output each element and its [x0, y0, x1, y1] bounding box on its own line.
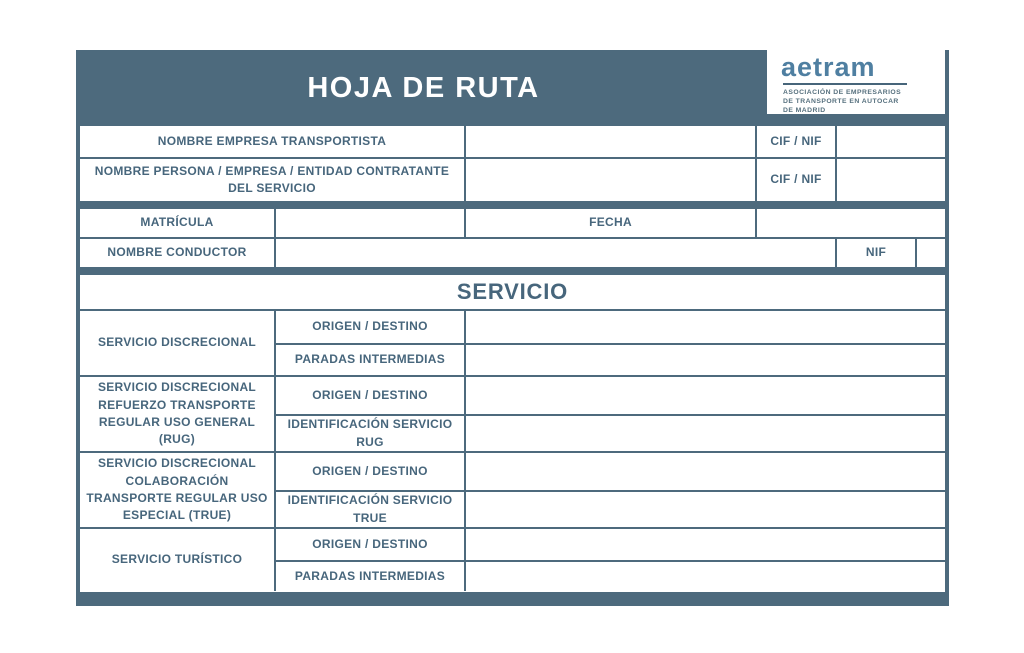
servicio-turistico-label: SERVICIO TURÍSTICO: [80, 529, 274, 591]
row-nombre-conductor: [80, 237, 945, 267]
aetram-wordmark: aetram: [781, 52, 876, 82]
group-servicio-discrecional: [80, 309, 945, 375]
origen-destino-field[interactable]: [464, 453, 945, 490]
entidad-contratante-label: NOMBRE PERSONA / EMPRESA / ENTIDAD CONTRATANTE DEL SERVICIO: [80, 159, 464, 201]
logo-tagline: [783, 88, 945, 116]
identificacion-servicio-true-label: IDENTIFICACIÓN SERVICIO TRUE: [274, 490, 464, 527]
form-header: [80, 50, 945, 126]
paradas-intermedias-field[interactable]: [464, 560, 945, 591]
paradas-intermedias-label: PARADAS INTERMEDIAS: [274, 560, 464, 591]
nombre-conductor-label: NOMBRE CONDUCTOR: [80, 239, 274, 267]
origen-destino-field[interactable]: [464, 377, 945, 414]
empresa-transportista-field[interactable]: [464, 126, 755, 157]
cif-nif-label-2: CIF / NIF: [755, 159, 835, 201]
group-colaboracion-true: [80, 451, 945, 527]
fecha-field[interactable]: [755, 209, 945, 237]
origen-destino-label: ORIGEN / DESTINO: [274, 377, 464, 414]
origen-destino-label: ORIGEN / DESTINO: [274, 529, 464, 560]
paradas-intermedias-field[interactable]: [464, 343, 945, 375]
origen-destino-label: ORIGEN / DESTINO: [274, 311, 464, 343]
page-title: HOJA DE RUTA: [307, 71, 540, 104]
refuerzo-rug-label: SERVICIO DISCRECIONAL REFUERZO TRANSPORTE REGULAR USO GENERAL (RUG): [80, 377, 274, 451]
logo-tagline-line2: DE TRANSPORTE EN AUTOCAR: [783, 98, 899, 106]
matricula-label: MATRÍCULA: [80, 209, 274, 237]
row-empresa-transportista: [80, 126, 945, 157]
section-divider: [80, 201, 945, 209]
group-servicio-turistico: [80, 527, 945, 591]
hoja-de-ruta-form: [76, 50, 949, 606]
row-entidad-contratante: [80, 157, 945, 201]
logo-tagline-line1: ASOCIACIÓN DE EMPRESARIOS: [783, 89, 902, 96]
servicio-discrecional-label: SERVICIO DISCRECIONAL: [80, 311, 274, 375]
cif-nif-field-2[interactable]: [835, 159, 945, 201]
entidad-contratante-field[interactable]: [464, 159, 755, 201]
origen-destino-label: ORIGEN / DESTINO: [274, 453, 464, 490]
colaboracion-true-label: SERVICIO DISCRECIONAL COLABORACIÓN TRANSPORTE REGULAR USO ESPECIAL (TRUE): [80, 453, 274, 527]
nif-field[interactable]: [915, 239, 945, 267]
aetram-logo: [767, 50, 945, 114]
paradas-intermedias-label: PARADAS INTERMEDIAS: [274, 343, 464, 375]
section-divider: [80, 267, 945, 275]
identificacion-servicio-rug-label: IDENTIFICACIÓN SERVICIO RUG: [274, 414, 464, 451]
empresa-transportista-label: NOMBRE EMPRESA TRANSPORTISTA: [80, 126, 464, 157]
form-bottom-band: [80, 592, 945, 606]
nombre-conductor-field[interactable]: [274, 239, 835, 267]
identificacion-servicio-true-field[interactable]: [464, 490, 945, 527]
identificacion-servicio-rug-field[interactable]: [464, 414, 945, 451]
group-refuerzo-rug: [80, 375, 945, 451]
origen-destino-field[interactable]: [464, 529, 945, 560]
row-matricula-fecha: [80, 209, 945, 237]
fecha-label: FECHA: [464, 209, 755, 237]
cif-nif-field-1[interactable]: [835, 126, 945, 157]
servicio-section-title: SERVICIO: [80, 275, 945, 309]
matricula-field[interactable]: [274, 209, 464, 237]
logo-tagline-line3: DE MADRID: [783, 107, 826, 115]
origen-destino-field[interactable]: [464, 311, 945, 343]
cif-nif-label-1: CIF / NIF: [755, 126, 835, 157]
logo-divider-line: [783, 83, 907, 85]
nif-label: NIF: [835, 239, 915, 267]
